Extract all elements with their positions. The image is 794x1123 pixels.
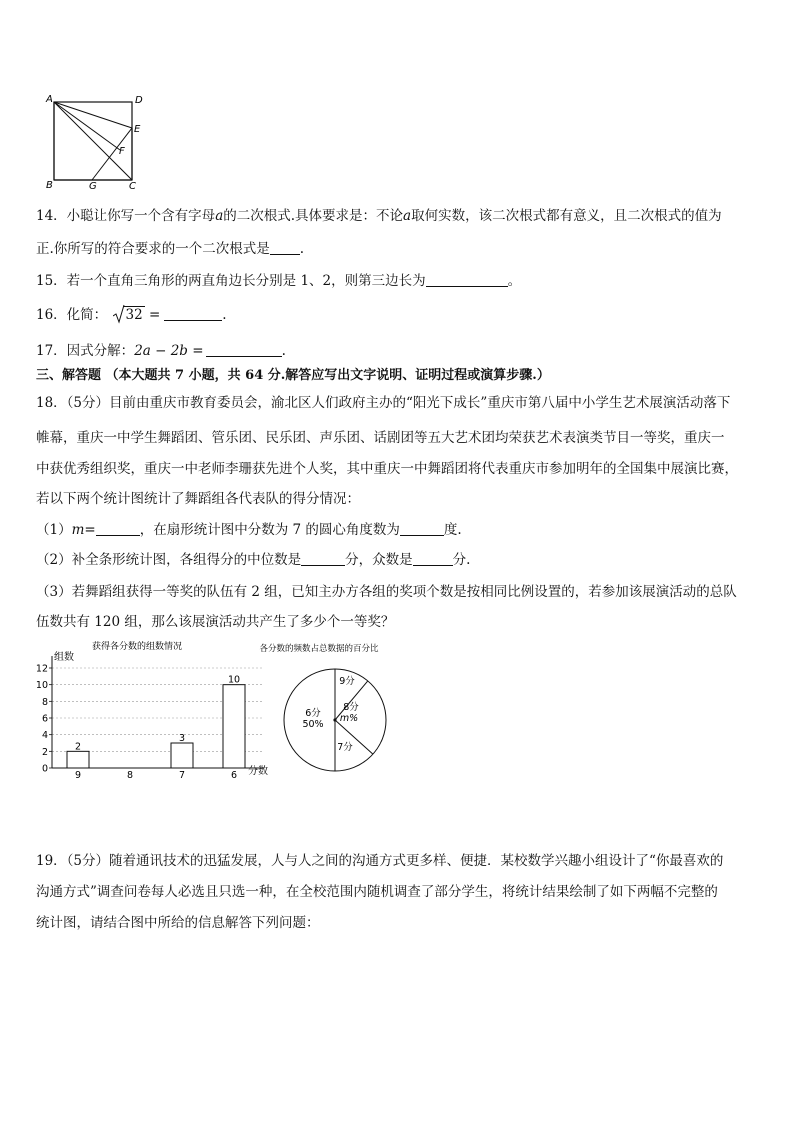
bar-ytick-label: 2 — [41, 746, 48, 758]
q18-line3: 中获优秀组织奖，重庆一中老师李珊获先进个人奖，其中重庆一中舞蹈团将代表重庆市参加明年的全国集中展演比赛， — [36, 461, 738, 477]
bar-value-label: 10 — [227, 674, 241, 686]
bar-category-label: 9 — [74, 770, 82, 780]
q18-sub3-line2: 伍数共有 120 组，那么该展演活动共产生了多少个一等奖？ — [36, 614, 395, 630]
bar-ytick-label: 6 — [41, 713, 48, 725]
label-A: A — [46, 94, 53, 105]
bar-category-label: 8 — [126, 770, 134, 780]
bar-chart — [36, 638, 276, 780]
pie-slice-percent: m% — [339, 713, 359, 724]
q14-line1: 14．小聪让你写一个含有字母a的二次根式.具体要求是：不论a取何实数，该二次根式都有意义，且二次根式的值为 — [36, 208, 722, 224]
q15: 15．若一个直角三角形的两直角边长分别是 1、2，则第三边长为 。 — [36, 273, 522, 289]
bar-ytick-label: 10 — [36, 680, 48, 692]
label-C: C — [129, 181, 136, 192]
q16: 16．化简： 32 = . — [36, 307, 227, 323]
q18-angle-blank[interactable] — [400, 522, 444, 536]
bar-9 — [67, 751, 89, 768]
bar-ytick-label: 0 — [41, 763, 48, 775]
q18-line1: 18．（5分）目前由重庆市教育委员会，渝北区人们政府主办的“阳光下成长”重庆市第八届中小学生艺术展演活动落下 — [36, 395, 731, 411]
sqrt-expression: 32 — [113, 306, 144, 324]
bar-chart-ylabel: 组数 — [54, 652, 74, 663]
pie-slice-label: 6分 — [305, 708, 321, 719]
q18-sub3-line1: （3）若舞蹈组获得一等奖的队伍有 2 组，已知主办方各组的奖项个数是按相同比例设置的，若参加该展演活动的总队 — [36, 584, 737, 600]
pie-slice-label: 8分 — [343, 702, 359, 713]
q18-m-blank[interactable] — [96, 522, 140, 536]
q18-mode-blank[interactable] — [413, 552, 453, 566]
pie-slice-label: 9分 — [339, 676, 355, 687]
bar-ytick-label: 4 — [41, 730, 48, 742]
label-E: E — [134, 124, 141, 135]
pie-center — [333, 718, 336, 721]
bar-value-label: 2 — [74, 741, 82, 753]
q15-answer-blank[interactable] — [426, 273, 508, 287]
pie-chart-title: 各分数的频数占总数据的百分比 — [259, 644, 379, 654]
q14-answer-blank[interactable] — [270, 241, 300, 255]
q14-line2: 正.你所写的符合要求的一个二次根式是 . — [36, 241, 305, 257]
q18-sub2: （2）补全条形统计图，各组得分的中位数是 分，众数是 分. — [36, 552, 471, 568]
label-D: D — [135, 95, 143, 106]
label-G: G — [89, 181, 97, 192]
pie-slice-percent: 50% — [302, 719, 324, 730]
section-three-heading: 三、解答题 （本大题共 7 小题，共 64 分.解答应写出文字说明、证明过程或演算步骤.） — [36, 368, 550, 383]
q16-answer-blank[interactable] — [164, 307, 222, 321]
q19-line2: 沟通方式”调查问卷每人必选且只选一种，在全校范围内随机调查了部分学生，将统计结果绘制了如下两幅不完整的 — [36, 884, 718, 900]
bar-7 — [171, 743, 193, 768]
bar-category-label: 6 — [230, 770, 238, 780]
q18-line2: 帷幕，重庆一中学生舞蹈团、管乐团、民乐团、声乐团、话剧团等五大艺术团均荣获艺术表演类节目一等奖，重庆一 — [36, 430, 725, 446]
q19-line3: 统计图，请结合图中所给的信息解答下列问题： — [36, 915, 320, 931]
square-figure — [40, 92, 150, 192]
q17: 17．因式分解：2a − 2b = . — [36, 343, 286, 359]
bar-value-label: 3 — [178, 733, 186, 744]
bar-ytick-label: 8 — [41, 696, 48, 708]
pie-slice-label: 7分 — [337, 742, 353, 753]
q17-answer-blank[interactable] — [206, 343, 282, 357]
q19-line1: 19．（5分）随着通讯技术的迅猛发展，人与人之间的沟通方式更多样、便捷．某校数学兴趣小组设计了“你最喜欢的 — [36, 853, 724, 869]
label-F: F — [119, 146, 125, 157]
q18-median-blank[interactable] — [301, 552, 345, 566]
label-B: B — [46, 180, 53, 191]
bar-ytick-label: 12 — [36, 663, 48, 675]
bar-category-label: 7 — [178, 770, 186, 780]
q18-line4: 若以下两个统计图统计了舞蹈组各代表队的得分情况： — [36, 491, 360, 507]
bar-chart-title: 获得各分数的组数情况 — [92, 642, 183, 652]
q18-sub1: （1）m= ，在扇形统计图中分数为 7 的圆心角度数为 度. — [36, 522, 462, 538]
bar-6 — [223, 685, 245, 768]
bar-chart-xlabel: 分数 — [248, 766, 268, 777]
pie-chart — [248, 640, 390, 780]
